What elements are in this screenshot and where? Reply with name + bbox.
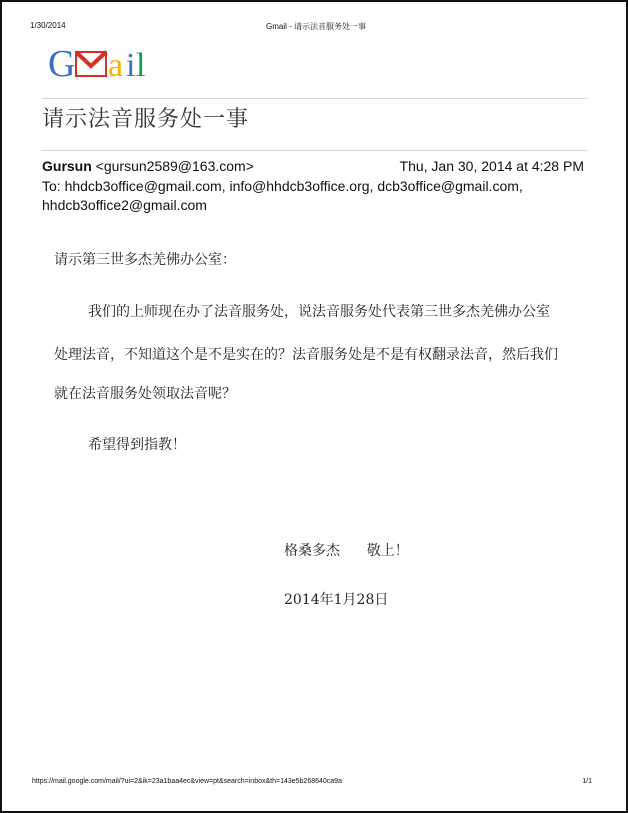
sender-name: Gursun	[42, 158, 92, 174]
letter-date: 2014年1月28日	[284, 592, 389, 608]
print-header-date: 1/30/2014	[30, 21, 66, 30]
logo-letter-g: G	[48, 43, 76, 85]
letter-line: 我们的上师现在办了法音服务处，说法音服务处代表第三世多杰羌佛办公室	[88, 304, 550, 320]
logo-letter-i: i	[126, 47, 136, 84]
gmail-logo	[46, 40, 150, 86]
print-footer-url: https://mail.google.com/mail/?ui=2&ik=23a1baa4ec&view=pt&search=inbox&th=143e5b268640ca9a	[32, 778, 342, 785]
logo-letter-l: l	[136, 47, 146, 84]
letter-salutation: 请示第三世多杰羌佛办公室：	[54, 252, 236, 268]
letter-line: 就在法音服务处领取法音呢？	[54, 386, 236, 402]
sent-date: Thu, Jan 30, 2014 at 4:28 PM	[399, 158, 584, 174]
divider	[42, 150, 588, 151]
recipients: To: hhdcb3office@gmail.com, info@hhdcb3office.org, dcb3office@gmail.com, hhdcb3office2@gmail.com	[42, 178, 523, 213]
logo-letter-a: a	[108, 47, 124, 84]
divider	[42, 98, 588, 99]
letter-signature: 格桑多杰 敬上！	[284, 543, 409, 559]
letter-line: 处理法音，不知道这个是不是实在的？法音服务处是不是有权翻录法音，然后我们	[54, 347, 558, 363]
envelope-icon	[76, 52, 106, 76]
print-footer-page: 1/1	[582, 778, 592, 785]
sender-email: <gursun2589@163.com>	[95, 158, 254, 174]
email-subject: 请示法音服务处一事	[42, 107, 250, 132]
sender-line	[42, 158, 254, 174]
print-header-title: Gmail - 请示法音服务处一事	[266, 22, 366, 31]
letter-request: 希望得到指教！	[88, 437, 186, 453]
